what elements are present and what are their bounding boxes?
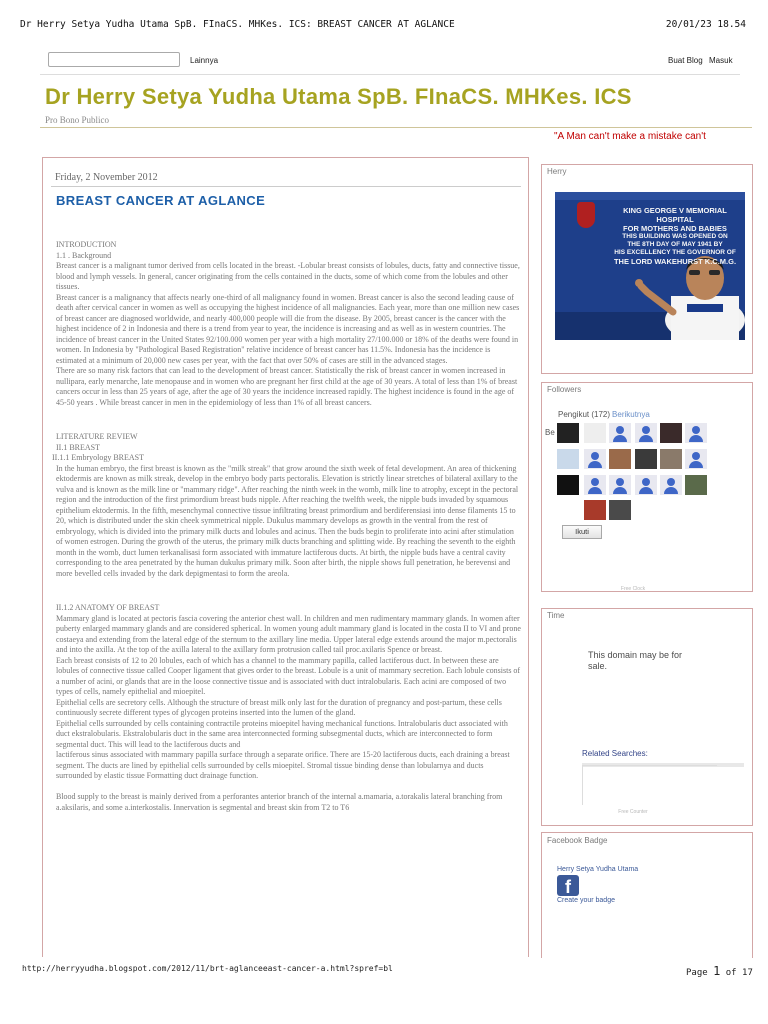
follower-avatar[interactable]	[685, 449, 707, 469]
post-paragraph: Mammary gland is located at pectoris fascia covering the anterior chest wall. In children and men rudimentary mammary glands. In women after puberty enlarged mammary glands and are considered spherical. In women young adult mammary gland is located in the costa II to VI and prone costaeya and extending from the lateral edge of the sternum to the axillary line media. Upper lateral edge extends around the major m.pectoralis and into the axilla. At the top of the axilla lateral to the axillary form protrusion called tail proc.axilaris Spence or breast.	[56, 613, 521, 654]
follower-avatar[interactable]	[635, 423, 657, 443]
plaque-line: THE 8TH DAY OF MAY 1941 BY	[627, 241, 723, 248]
post-paragraph: Breast cancer is a malignancy that affects nearly one-third of all malignancy found in women. Breast cancer is also the second leading cause of death after cervical cancer in women as well as occupying the highest incidence of all malignancies. Each year, more than one million new cases of breast cancer are diagnosed worldwide, and nearly 400,000 people will die from the disease. By 2005, breast cancer is the cancer with the highest incidence of 2 in Indonesia and there is a trend from year to year, the incidence is increasing and as well as in western countries. The incidence of breast cancer in the United States 92/100.000 women per year with a high mortality 27/100.000 or 18% of the deaths were found in women. In Indonesia by "Pathological Based Registration" relative incidence of breast cancer has 11.5%. Indonesia has the incidence is estimated at a minimum of 20,000 new cases per year, with the fact that over 50% of cases are still in the advanced stages.	[56, 292, 520, 365]
follower-avatar[interactable]	[635, 475, 657, 495]
photo-plaque	[607, 206, 743, 266]
embryology-heading: II.1.1 Embryology BREAST	[52, 453, 144, 462]
facebook-profile-link[interactable]: Herry Setya Yudha Utama	[557, 866, 639, 873]
background-heading: 1.1 . Background	[56, 250, 112, 260]
domain-sale-message: This domain may be for sale.	[588, 650, 683, 671]
page-number: 1	[713, 964, 721, 978]
profile-widget-title: Herry	[547, 167, 567, 176]
review-heading: LITERATURE REVIEW	[56, 432, 138, 441]
post-paragraph: Breast cancer is a malignant tumor derived from cells located in the breast. -Lobular breast consists of lobules, ducts, fatty and connective tissue, blood and lymph vessels. In general, cancer originating from the cells contained in the ducts, some of which come from the lobules and other tissues.	[56, 261, 520, 291]
post-paragraph: Each breast consists of 12 to 20 lobules, each of which has a channel to the mammary papilla, called lactiferous duct. In between these are lobules of connective tissue called Cooper ligament that gives order to the breast. Lobule is a unit of mammary secretion. Each lobule consists of a number of acini, or glands that are in the loose connective tissue and is associated with duct intralobularis. Each acini are composed of two types of cells, namely epithelial and mioepitel.	[56, 655, 521, 696]
follower-avatar[interactable]	[660, 423, 682, 443]
anatomy-heading: II.1.2 ANATOMY OF BREAST	[56, 603, 160, 612]
facebook-badge-widget	[541, 832, 753, 958]
crest-icon	[577, 202, 595, 228]
follower-avatar[interactable]	[584, 449, 606, 469]
post-title[interactable]: BREAST CANCER AT AGLANCE	[56, 193, 266, 208]
review-subheading: II.1 BREAST	[56, 442, 100, 452]
print-datetime: 20/01/23 18.54	[665, 19, 746, 30]
plaque-line: FOR MOTHERS AND BABIES	[623, 224, 727, 233]
more-link[interactable]: Lainnya	[190, 56, 219, 65]
facebook-icon[interactable]: f	[557, 875, 579, 896]
print-page-title: Dr Herry Setya Yudha Utama SpB. FInaCS. MHKes. ICS: BREAST CANCER AT AGLANCE	[20, 19, 455, 30]
sign-in-link[interactable]: Masuk	[709, 56, 733, 65]
marquee-quote: "A Man can't make a mistake can't	[554, 131, 706, 142]
post-paragraph: Epithelial cells are secretory cells. Although the structure of breast milk only last for the duration of pregnancy and post-partum, these cells continuously secrete different types of glycogen proteins inserted into the lumen of the gland.	[56, 697, 502, 717]
post-paragraph: Blood supply to the breast is mainly derived from a perforantes anterior branch of the internal a.mamaria, a.torakalis lateral branching from a.aksilaris, and some a.interkostalis. Innervation is segmental and breast skin from T2 to T6	[56, 792, 503, 812]
post-date: Friday, 2 November 2012	[55, 172, 158, 183]
post-date-divider	[51, 186, 521, 187]
follower-avatar[interactable]	[685, 423, 707, 443]
followers-widget-title: Followers	[547, 385, 582, 394]
follower-avatar[interactable]	[557, 475, 579, 495]
followers-count	[545, 410, 650, 437]
post-container	[42, 157, 529, 957]
follower-avatar[interactable]	[584, 475, 606, 495]
follower-avatar[interactable]	[609, 500, 631, 520]
profile-widget	[541, 164, 753, 374]
follower-avatar[interactable]	[609, 423, 631, 443]
follower-avatar[interactable]	[584, 500, 606, 520]
followers-widget	[541, 382, 753, 592]
page-label: Page	[686, 968, 708, 978]
post-paragraph: Epithelial cells surrounded by cells containing contractile proteins mioepitel having mechanical functions. Intralobularis duct associated with duct ekstralobularis. Ekstralobularis duct in the same area interconnected forming subsegmental ducts, which are interconnected to form segmental duct. This will lead to the lactiferous ducts and	[56, 718, 508, 749]
follower-avatar[interactable]	[685, 475, 707, 495]
follower-avatar[interactable]	[557, 449, 579, 469]
post-paragraph: lactiferous sinus associated with mammary papilla surface through a separate orifice. There are 15-20 lactiferous ducts, each draining a breast segment. The ducts are lined by epithelial cells surrounded by cells mioepitel. Stromal tissue binding dense than lobularnya and ducts surrounded by elastic tissue Formatting duct drainage function.	[56, 750, 510, 780]
free-counter-link[interactable]: Free Counter	[618, 809, 648, 815]
create-badge-link[interactable]: Create your badge	[557, 897, 615, 904]
navbar-search-input[interactable]	[48, 52, 180, 67]
print-footer	[0, 958, 768, 1024]
follower-avatar[interactable]	[609, 449, 631, 469]
post-paragraph: In the human embryo, the first breast is known as the "milk streak" that grow around the sixth week of fetal development. An area of thickening ektodermis are known as milk streak, develop in the embryo body parts pectoralis. Elevation is strictly linear stretches of bilateral axillary to the vulva and is known as the milk line or "mammary ridge". After reaching the ninth week in the womb, milk line to atrophy, except in the pectoral region and the introduction of the first primordium breast buds nipple. After reaching the twelfth week, the nipple buds invaded by squamous epithelium ektodermis. In the fifth, mesenchymal connective tissue infiltrating breast primordium and berdiferensiasi into dense filaments 15 to 20, which is distributed under the skin cheek symmetrical nipple. Dukulus mammary develops as growth in the ventral from the rest of embryology, which is divided into the primary milk ducts and lobules and acinus. Then the buds begin to proliferate into acini after stimulation of women estrogen. During the growth of the uterus, the primary milk ducts branching and splitting wide. By reaching the seventh to the eighth month in the womb, duct lumen terkanalisasi form associated with immature lactiferous ducts. At birth, the nipple buds have a central cavity corresponding to the area penetrated by the human dukulus primary milk. Soon after birth, the nipple shows full penetration, he berevensi and more bevelled cells invaded by the dark depigmentasi to form the areola.	[56, 463, 519, 578]
follower-avatar[interactable]	[557, 423, 579, 443]
page-total: of 17	[725, 968, 753, 978]
free-clock-link[interactable]: Free Clock	[620, 586, 646, 592]
related-searches-title: Related Searches:	[582, 749, 648, 758]
plaque-line: HIS EXCELLENCY THE GOVERNOR OF	[614, 249, 736, 256]
follower-avatar[interactable]	[660, 475, 682, 495]
plaque-line: THE LORD WAKEHURST K.C.M.G.	[613, 257, 737, 266]
blog-description: Pro Bono Publico	[45, 115, 110, 125]
intro-heading: INTRODUCTION	[56, 240, 117, 249]
header-divider	[40, 127, 752, 128]
time-widget	[541, 608, 753, 826]
blog-title[interactable]: Dr Herry Setya Yudha Utama SpB. FInaCS. MHKes. ICS	[45, 84, 632, 109]
print-page-number	[686, 964, 753, 978]
time-widget-title: Time	[547, 611, 565, 620]
facebook-widget-title: Facebook Badge	[547, 836, 608, 845]
related-searches-box	[582, 765, 717, 805]
followers-prefix: Be	[545, 428, 555, 437]
follow-button[interactable]: Ikuti	[562, 525, 602, 539]
plaque-line: KING GEORGE V MEMORIAL HOSPITAL	[623, 206, 727, 224]
plaque-line: THIS BUILDING WAS OPENED ON	[622, 233, 728, 240]
print-header	[0, 0, 768, 30]
follower-avatar[interactable]	[609, 475, 631, 495]
navbar-divider	[40, 74, 740, 75]
blogger-navbar	[40, 48, 740, 72]
follower-avatar[interactable]	[584, 423, 606, 443]
follower-avatar[interactable]	[660, 449, 682, 469]
followers-count-text: Pengikut (172)	[558, 410, 611, 419]
create-blog-link[interactable]: Buat Blog	[668, 56, 703, 65]
followers-next-link[interactable]: Berikutnya	[612, 410, 650, 419]
post-body	[52, 240, 521, 813]
print-url: http://herryyudha.blogspot.com/2012/11/brt-aglanceeast-cancer-a.html?spref=bl	[22, 964, 393, 973]
profile-photo[interactable]	[555, 192, 745, 340]
post-paragraph: There are so many risk factors that can lead to the development of breast cancer. Statistically the risk of breast cancer in women increased in nullipara, early menarche, late menopause and in women who are pregnant her first child at the age of 30 years. A total of less than 1% of breast cancers occur in less than 25 years of age, after the age of 30 years the incidence increased rapidly. The highest incidence is found in the age of 45-50 years . While breast cancer in men in the epidemiology of less than 1% of all breast cancers.	[56, 366, 518, 407]
follower-avatar[interactable]	[635, 449, 657, 469]
